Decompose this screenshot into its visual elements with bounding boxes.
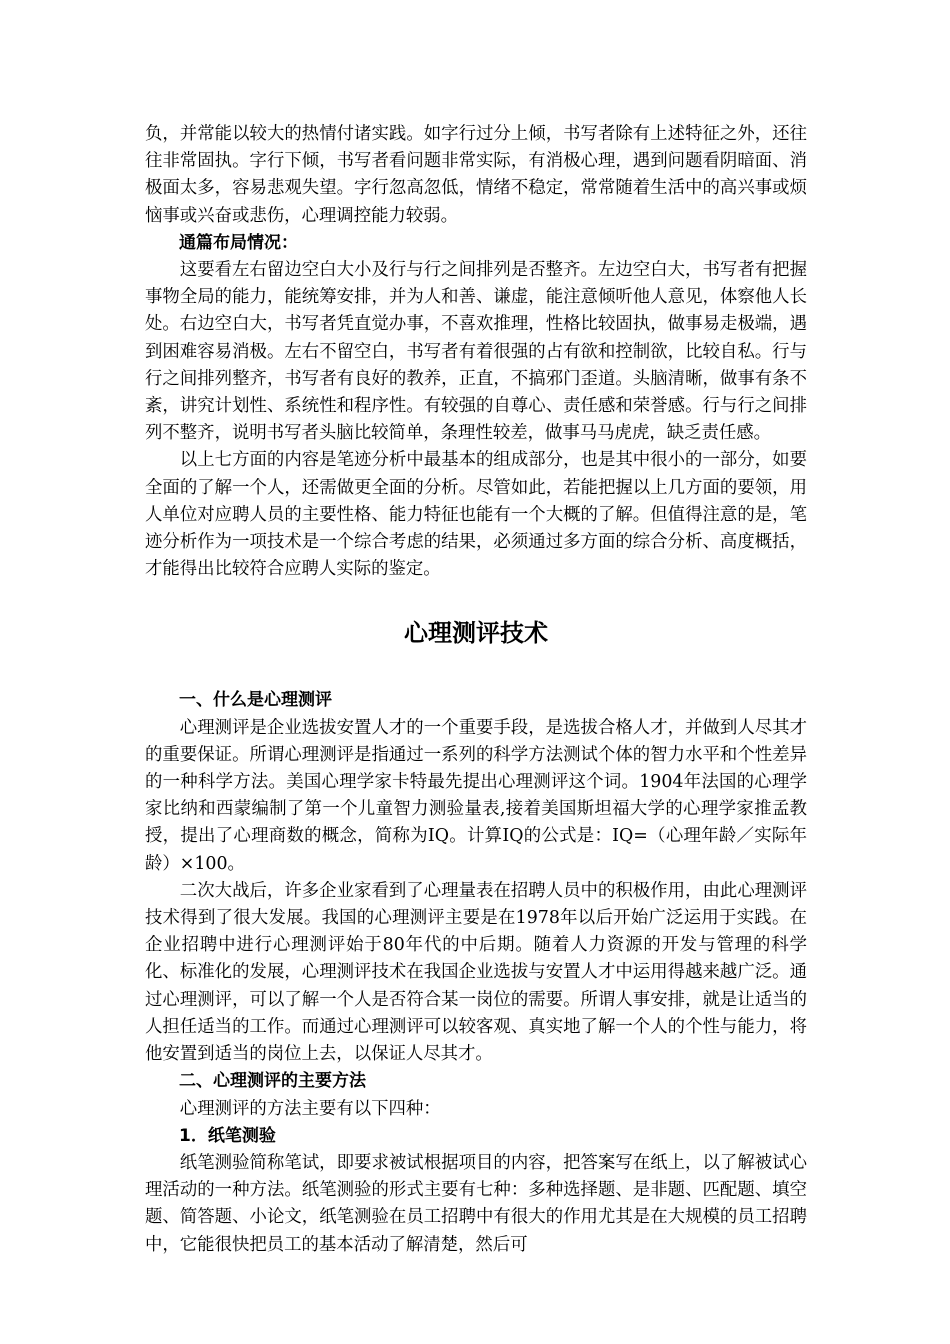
heading-paper-pencil-test: 1．纸笔测验 bbox=[179, 1125, 276, 1146]
paragraph-handwriting-slant: 负，并常能以较大的热情付诸实践。如字行过分上倾，书写者除有上述特征之外，还往往非常固执。字行下倾，书写者看问题非常实际，有消极心理，遇到问题看阴暗面、消极面太多，容易悲观失望。字行忽高忽低，情绪不稳定，常常随着生活中的高兴事或烦恼事或兴奋或悲伤，心理调控能力较弱。 bbox=[145, 124, 807, 226]
paragraph-paper-pencil-test: 纸笔测验简称笔试，即要求被试根据项目的内容，把答案写在纸上，以了解被试心理活动的一种方法。纸笔测验的形式主要有七种：多种选择题、是非题、匹配题、填空题、简答题、小论文，纸笔测验在员工招聘中有很大的作用尤其是在大规模的员工招聘中，它能很快把员工的基本活动了解清楚，然后可 bbox=[145, 1152, 807, 1255]
paragraph-overall-layout: 这要看左右留边空白大小及行与行之间排列是否整齐。左边空白大，书写者有把握事物全局的能力，能统筹安排，并为人和善、谦虚，能注意倾听他人意见，体察他人长处。右边空白大，书写者凭直觉办事，不喜欢推理，性格比较固执，做事易走极端，遇到困难容易消极。左右不留空白，书写者有着很强的占有欲和控制欲，比较自私。行与行之间排列整齐，书写者有良好的教养，正直，不搞邪门歪道。头脑清晰，做事有条不紊，讲究计划性、系统性和程序性。有较强的自尊心、责任感和荣誉感。行与行之间排列不整齐，说明书写者头脑比较简单，条理性较差，做事马马虎虎，缺乏责任感。 bbox=[145, 260, 807, 444]
paragraph-summary: 以上七方面的内容是笔迹分析中最基本的组成部分，也是其中很小的一部分，如要全面的了解一个人，还需做更全面的分析。尽管如此，若能把握以上几方面的要领，用人单位对应聘人员的主要性格、能力特征也能有一个大概的了解。但值得注意的是，笔迹分析作为一项技术是一个综合考虑的结果，必须通过多方面的综合分析、高度概括，才能得出比较符合应聘人实际的鉴定。 bbox=[145, 450, 807, 580]
paragraph-assessment-definition: 心理测评是企业选拔安置人才的一个重要手段，是选拔合格人才，并做到人尽其才的重要保证。所谓心理测评是指通过一系列的科学方法测试个体的智力水平和个性差异的一种科学方法。美国心理学家卡特最先提出心理测评这个词。1904年法国的心理学家比纳和西蒙编制了第一个儿童智力测验量表,接着美国斯坦福大学的心理学家推孟教授，提出了心理商数的概念，简称为IQ。计算IQ的公式是：IQ=（心理年龄／实际年龄）×100。 bbox=[145, 717, 807, 874]
heading-what-is-assessment: 一、什么是心理测评 bbox=[179, 690, 332, 711]
paragraph-methods-intro: 心理测评的方法主要有以下四种： bbox=[179, 1098, 441, 1119]
paragraph-assessment-history: 二次大战后，许多企业家看到了心理量表在招聘人员中的积极作用，由此心理测评技术得到了很大发展。我国的心理测评主要是在1978年以后开始广泛运用于实践。在企业招聘中进行心理测评始于80年代的中后期。随着人力资源的开发与管理的科学化、标准化的发展，心理测评技术在我国企业选拔与安置人才中运用得越来越广泛。通过心理测评，可以了解一个人是否符合某一岗位的需要。所谓人事安排，就是让适当的人担任适当的工作。而通过心理测评可以较客观、真实地了解一个人的个性与能力，将他安置到适当的岗位上去，以保证人尽其才。 bbox=[145, 880, 807, 1065]
document-body bbox=[145, 121, 807, 1259]
heading-main-methods: 二、心理测评的主要方法 bbox=[179, 1071, 366, 1092]
heading-overall-layout: 通篇布局情况： bbox=[179, 232, 298, 253]
section-title: 心理测评技术 bbox=[404, 619, 548, 648]
